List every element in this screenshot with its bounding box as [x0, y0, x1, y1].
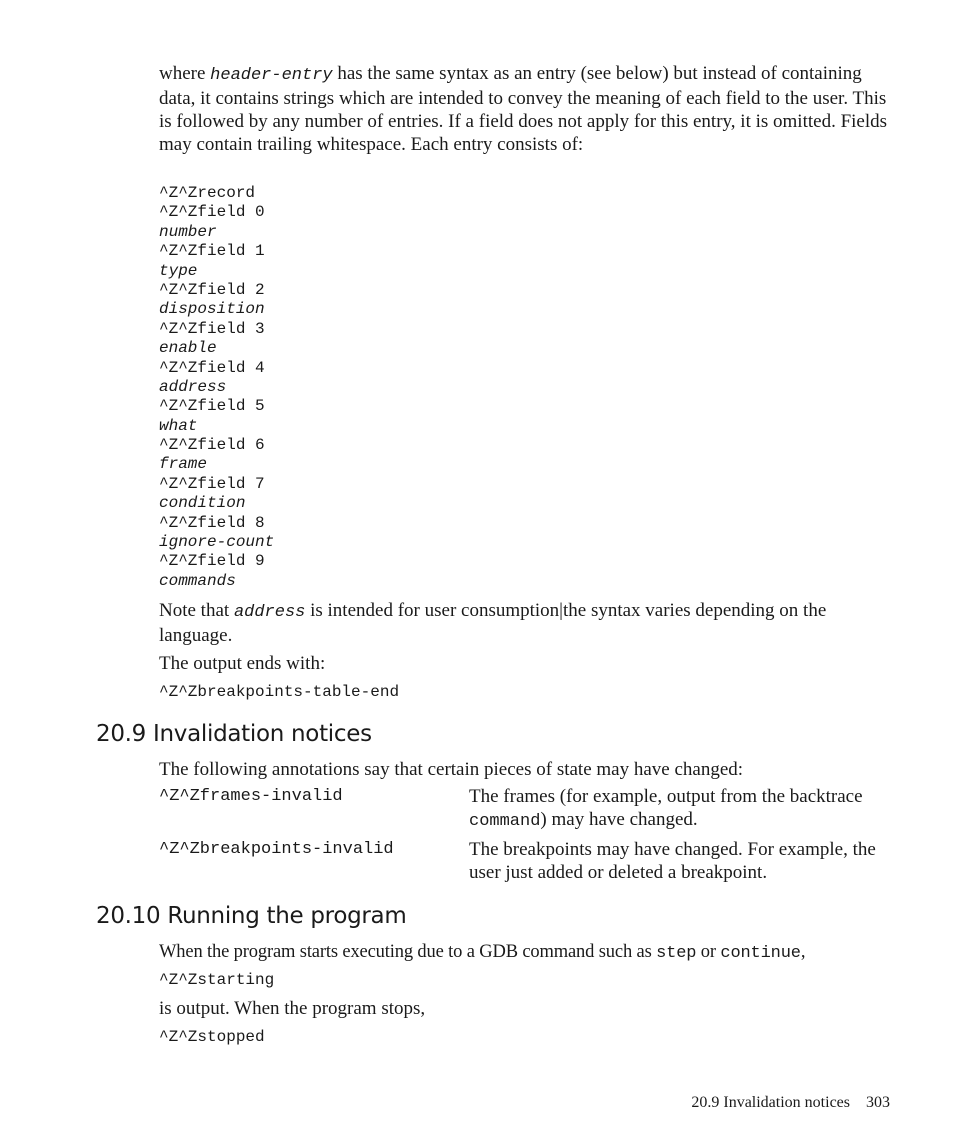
table-end-code [159, 683, 399, 702]
inline-code: command [469, 812, 541, 831]
text-fragment: The frames (for example, output from the backtrace [469, 786, 863, 807]
code-line: enable [159, 339, 217, 358]
code-line: disposition [159, 300, 265, 319]
page-number: 303 [866, 1094, 890, 1111]
code-line: ^Z^Zfield 7 [159, 474, 265, 493]
text-fragment: ) may have changed. [540, 809, 698, 830]
definition-description [469, 838, 894, 886]
text-fragment: , [800, 942, 806, 962]
text-fragment: or [696, 942, 721, 962]
page-footer [691, 1093, 890, 1113]
code-line: ^Z^Zstopped [159, 1028, 265, 1046]
text-fragment: has the same syntax as an entry (see below) but instead of containing data, it contains strings which are intended to convey the meaning of each field to the user. This is followed by any number of entries. If a field does not apply for this entry, it is omitted. Fields may contain trailing whitespace. Each entry consists of: [159, 63, 888, 155]
inline-code: continue [720, 944, 801, 963]
definition-term: ^Z^Zbreakpoints-invalid [159, 840, 394, 859]
inline-code: step [656, 944, 697, 963]
code-line: ^Z^Zfield 3 [159, 319, 265, 338]
output-ends-paragraph: The output ends with: [159, 653, 326, 674]
text-fragment: The breakpoints may have changed. For example, the user just added or deleted a breakpoint. [469, 839, 876, 883]
starting-code [159, 971, 274, 990]
running-intro [159, 941, 894, 965]
note-paragraph [159, 599, 894, 647]
code-line: ^Z^Zfield 1 [159, 242, 265, 261]
code-line: address [159, 377, 227, 396]
code-line: ^Z^Zbreakpoints-table-end [159, 683, 400, 701]
text-fragment: where [159, 63, 211, 84]
intro-paragraph [159, 62, 894, 156]
section-heading-running: 20.10 Running the program [96, 903, 407, 929]
invalidation-intro: The following annotations say that certain pieces of state may have changed: [159, 759, 744, 780]
stopped-code [159, 1028, 265, 1047]
code-line: ^Z^Zfield 0 [159, 203, 265, 222]
code-line: number [159, 222, 217, 241]
running-stops-paragraph: is output. When the program stops, [159, 998, 426, 1019]
code-line: ^Z^Zfield 5 [159, 397, 265, 416]
code-line: ^Z^Zrecord [159, 184, 256, 202]
text-fragment: When the program starts executing due to a GDB command such as [159, 942, 657, 962]
code-line: type [159, 261, 198, 280]
code-line: ^Z^Zfield 9 [159, 552, 265, 571]
inline-code: header-entry [210, 66, 333, 85]
section-heading-invalidation: 20.9 Invalidation notices [96, 721, 372, 747]
code-line: commands [159, 571, 236, 590]
code-line: frame [159, 455, 208, 474]
code-line: ^Z^Zfield 4 [159, 358, 265, 377]
code-line: what [159, 416, 198, 435]
code-line: ^Z^Zfield 6 [159, 436, 265, 455]
definition-term: ^Z^Zframes-invalid [159, 787, 343, 806]
text-fragment: is intended for user consumption|the syntax varies depending on the language. [159, 600, 827, 646]
footer-section-title: 20.9 Invalidation notices [691, 1094, 850, 1111]
code-line: condition [159, 494, 246, 513]
code-line: ^Z^Zfield 8 [159, 513, 265, 532]
inline-code: address [233, 603, 306, 622]
code-line: ^Z^Zfield 2 [159, 280, 265, 299]
code-line: ignore-count [159, 533, 275, 552]
code-line: ^Z^Zstarting [159, 971, 275, 989]
definition-description [469, 785, 894, 833]
text-fragment: Note that [159, 600, 234, 621]
entry-code-block [159, 184, 274, 591]
